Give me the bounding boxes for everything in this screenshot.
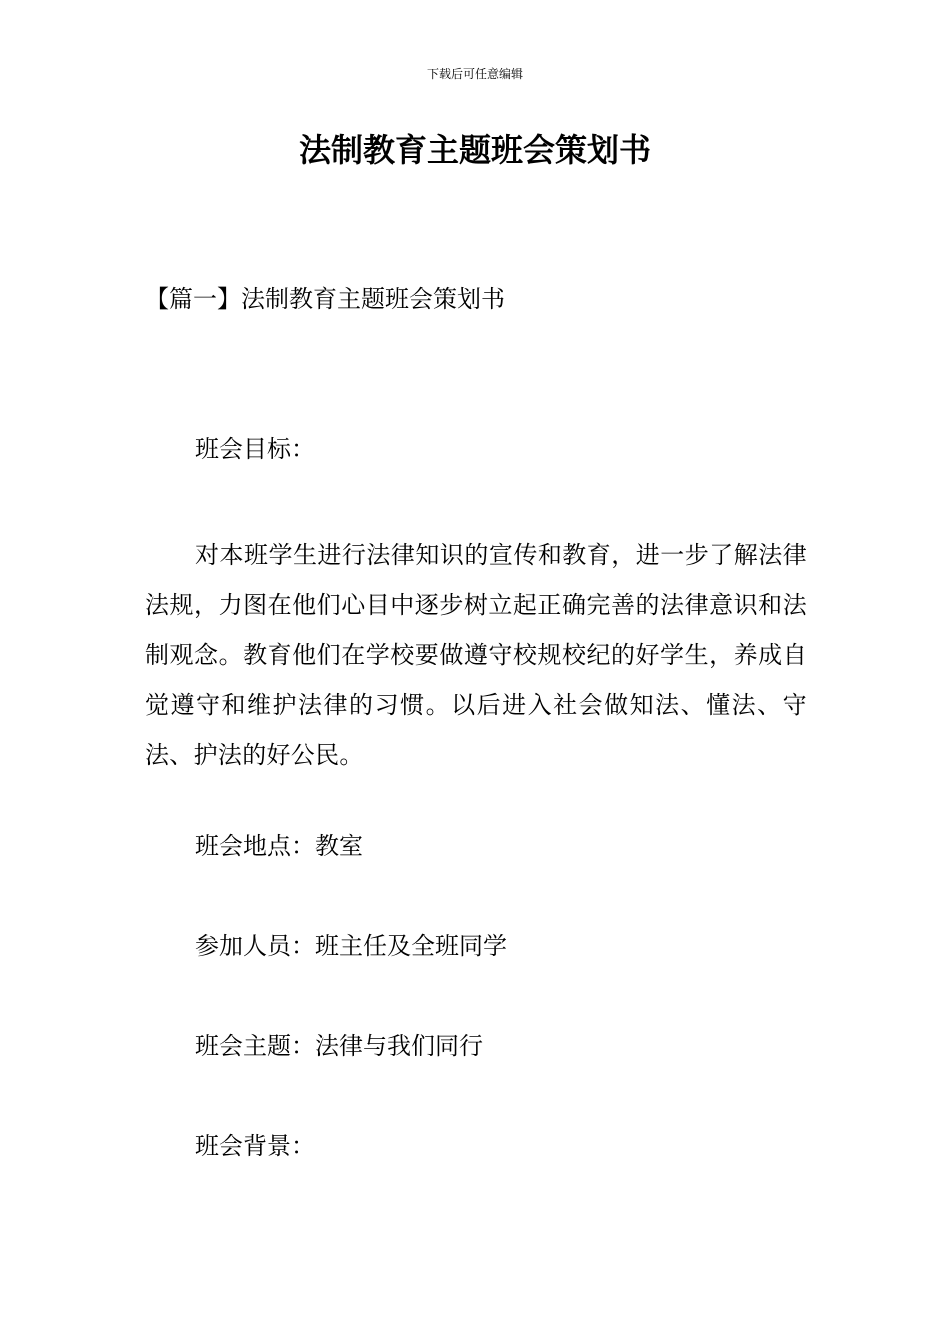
location-line: 班会地点：教室 [195,832,363,860]
section-heading: 【篇一】法制教育主题班会策划书 [145,285,505,313]
document-title: 法制教育主题班会策划书 [298,131,651,169]
participants-line: 参加人员：班主任及全班同学 [195,932,507,960]
goal-text: 对本班学生进行法律知识的宣传和教育，进一步了解法律法规，力图在他们心目中逐步树立起正确完善的法律意识和法制观念。教育他们在学校要做遵守校规校纪的好学生，养成自觉遵守和维护法律的习惯。以后进入社会做知法、懂法、守法、护法的好公民。 [145,541,807,769]
header-note: 下载后可任意编辑 [426,67,523,81]
goal-label: 班会目标： [195,435,315,463]
background-label: 班会背景： [195,1132,315,1160]
theme-line: 班会主题：法律与我们同行 [195,1032,483,1060]
